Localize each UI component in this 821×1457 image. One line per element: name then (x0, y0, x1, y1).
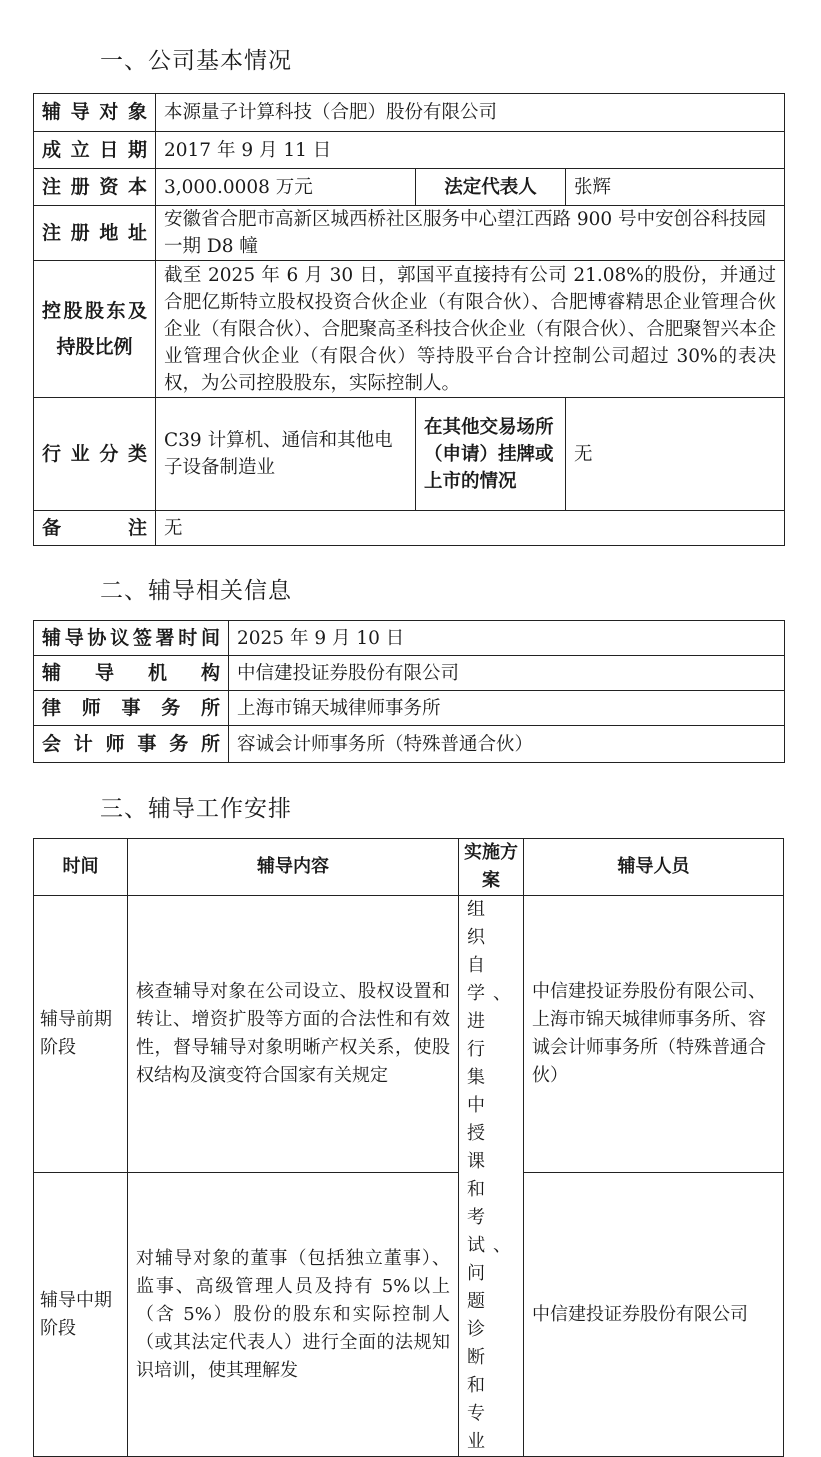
agreement-date-label: 辅导协议签署时间 (34, 621, 229, 656)
law-firm-label: 律师事务所 (34, 691, 229, 726)
accounting-firm-value: 容诚会计师事务所（特殊普通合伙） (229, 726, 785, 763)
other-listing-label: 在其他交易场所（申请）挂牌或上市的情况 (416, 398, 566, 511)
remark-value: 无 (156, 511, 785, 546)
row-content: 核查辅导对象在公司设立、股权设置和转让、增资扩股等方面的合法性和有效性，督导辅导对象明晰产权关系，使股权结构及演变符合国家有关规定 (128, 896, 459, 1173)
table-row (34, 896, 784, 1173)
method-cell: 组织自学、进行集中授课和考试、问题诊断和专业 (459, 896, 524, 1457)
shareholder-value: 截至 2025 年 6 月 30 日，郭国平直接持有公司 21.08%的股份，并通过合肥亿斯特立股权投资合伙企业（有限合伙）、合肥博睿精思企业管理合伙企业（有限合伙）、合肥聚高圣科技合伙企业（有限合伙）、合肥聚智兴本企业管理合伙企业（有限合伙）等持股平台合计控制公司超过 30%的表决权，为公司控股股东，实际控制人。 (156, 261, 785, 398)
row-staff: 中信建投证券股份有限公司、上海市锦天城律师事务所、容诚会计师事务所（特殊普通合伙） (524, 896, 784, 1173)
agreement-date-value: 2025 年 9 月 10 日 (229, 621, 785, 656)
row-time: 辅导前期阶段 (34, 896, 128, 1173)
industry-value: C39 计算机、通信和其他电子设备制造业 (156, 398, 416, 511)
header-time: 时间 (34, 839, 128, 896)
tutoring-schedule-table (33, 838, 784, 1457)
accounting-firm-label: 会计师事务所 (34, 726, 229, 763)
other-listing-value: 无 (566, 398, 785, 511)
industry-label: 行业分类 (34, 398, 156, 511)
row-staff: 中信建投证券股份有限公司 (524, 1173, 784, 1457)
tutoring-info-table (33, 620, 785, 763)
law-firm-value: 上海市锦天城律师事务所 (229, 691, 785, 726)
legal-rep-label: 法定代表人 (416, 169, 566, 206)
shareholder-label: 控股股东及持股比例 (34, 261, 156, 398)
target-label: 辅导对象 (34, 94, 156, 132)
header-content: 辅导内容 (128, 839, 459, 896)
tutoring-agency-value: 中信建投证券股份有限公司 (229, 656, 785, 691)
section1-title: 一、公司基本情况 (100, 48, 292, 74)
section3-title: 三、辅导工作安排 (100, 796, 292, 822)
founded-label: 成立日期 (34, 132, 156, 169)
capital-value: 3,000.0008 万元 (156, 169, 416, 206)
founded-value: 2017 年 9 月 11 日 (156, 132, 785, 169)
row-time: 辅导中期阶段 (34, 1173, 128, 1457)
section2-title: 二、辅导相关信息 (100, 578, 292, 604)
address-value: 安徽省合肥市高新区城西桥社区服务中心望江西路 900 号中安创谷科技园一期 D8 幢 (156, 206, 785, 261)
header-staff: 辅导人员 (524, 839, 784, 896)
table-row (34, 1173, 784, 1457)
remark-label: 备注 (34, 511, 156, 546)
tutoring-agency-label: 辅导机构 (34, 656, 229, 691)
legal-rep-value: 张辉 (566, 169, 785, 206)
target-value: 本源量子计算科技（合肥）股份有限公司 (156, 94, 785, 132)
row-content: 对辅导对象的董事（包括独立董事）、监事、高级管理人员及持有 5%以上（含 5%）股份的股东和实际控制人（或其法定代表人）进行全面的法规知识培训，使其理解发 (128, 1173, 459, 1457)
company-info-table (33, 93, 785, 546)
address-label: 注册地址 (34, 206, 156, 261)
header-method: 实施方案 (459, 839, 524, 896)
capital-label: 注册资本 (34, 169, 156, 206)
